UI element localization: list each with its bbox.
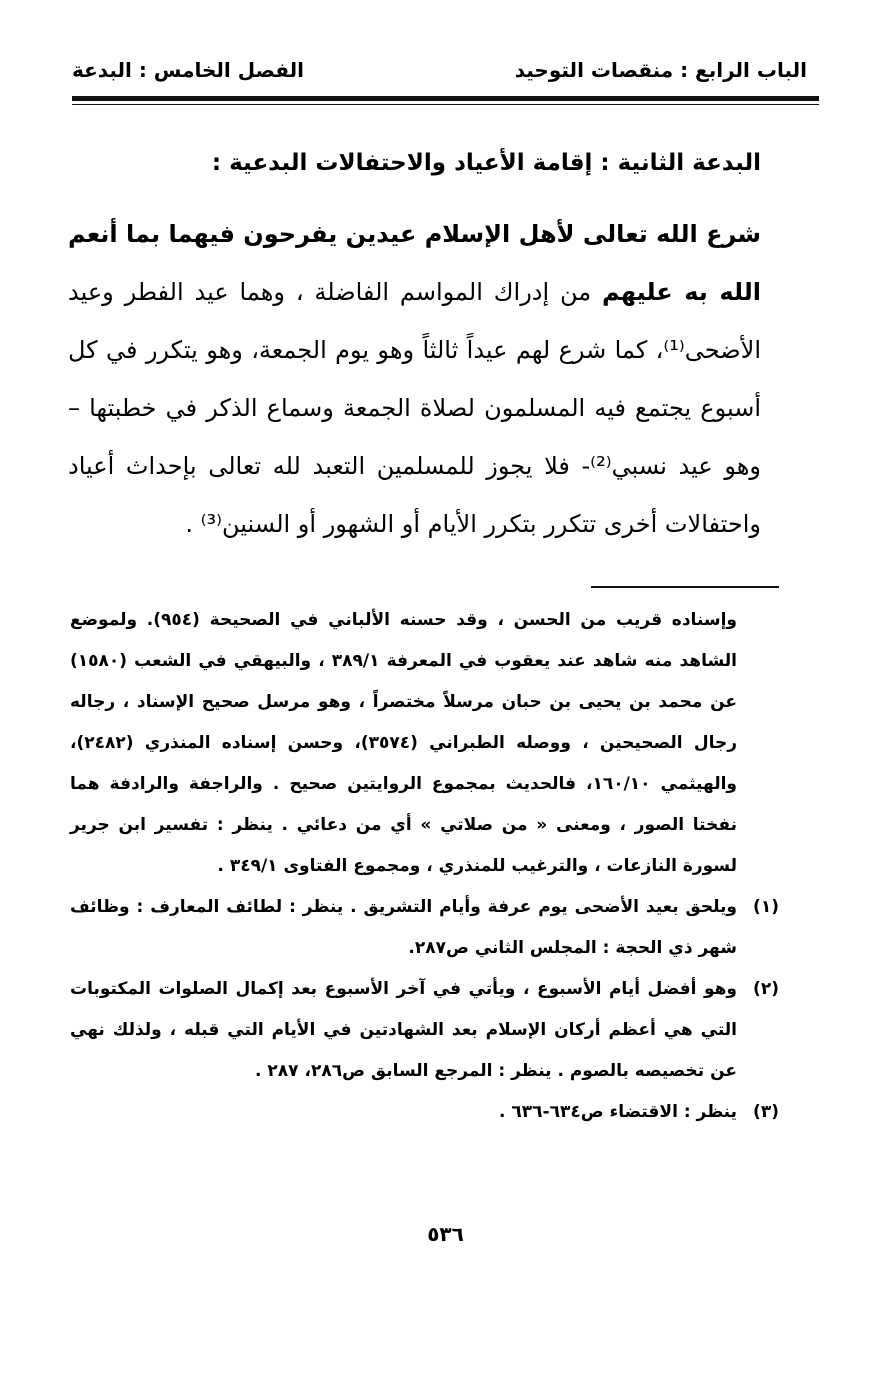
body-paragraph	[68, 205, 761, 553]
section-heading: الفصل الخامس : البدعة	[72, 58, 305, 82]
body-text: من إدراك المواسم الفاضلة ، وهما عيد الفطر وعيد الأضحى⁽¹⁾، كما شرع لهم عيداً ثالثاً وهو يوم الجمعة، وهو يتكرر في كل أسبوع يجتمع فيه المسلمون لصلاة الجمعة وسماع الذكر في خطبتها – وهو عيد نسبي⁽²⁾- فلا يجوز للمسلمين التعبد لله تعالى بإحداث أعياد واحتفالات أخرى تتكرر بتكرر الأيام أو الشهور أو السنين⁽³⁾ .	[68, 278, 761, 538]
footnote-number: (١)	[753, 897, 779, 917]
footnote-item	[70, 887, 779, 969]
page-number: ٥٣٦	[427, 1222, 464, 1246]
header-rule-thick	[72, 96, 819, 101]
footnote-continuation: وإسناده قريب من الحسن ، وقد حسنه الألباني في الصحيحة (٩٥٤). ولموضع الشاهد منه شاهد عند يعقوب في المعرفة ٣٨٩/١ ، والبيهقي في الشعب (١٥٨٠) عن محمد بن يحيى بن حبان مرسلاً مختصراً ، وهو مرسل صحيح الإسناد ، رجاله رجال الصحيحين ، ووصله الطبراني (٣٥٧٤)، وحسن إسناده المنذري (٢٤٨٢)، والهيثمي ١٦٠/١٠، فالحديث بمجموع الروايتين صحيح . والراجفة والرادفة هما نفختا الصور ، ومعنى « من صلاتي » أي من دعائي . ينظر : تفسير ابن جرير لسورة النازعات ، والترغيب للمنذري ، ومجموع الفتاوى ٣٤٩/١ .	[70, 610, 738, 876]
footnote-text: وهو أفضل أيام الأسبوع ، ويأتي في آخر الأسبوع بعد إكمال الصلوات المكتوبات التي هي أعظم أركان الإسلام بعد الشهادتين في الأيام التي قبله ، ولذلك نهي عن تخصيصه بالصوم . ينظر : المرجع السابق ص٢٨٦، ٢٨٧ .	[70, 979, 737, 1081]
footnotes	[70, 600, 779, 1133]
footnote-number: (٣)	[753, 1102, 779, 1122]
footnote-text: ويلحق بعيد الأضحى يوم عرفة وأيام التشريق . ينظر : لطائف المعارف : وظائف شهر ذي الحجة : المجلس الثاني ص٢٨٧.	[70, 897, 737, 958]
footnote-item	[70, 1092, 779, 1133]
chapter-heading: الباب الرابع : منقصات التوحيد	[514, 58, 807, 82]
footnote-item	[70, 969, 779, 1092]
footnote-text: ينظر : الاقتضاء ص٦٣٤-٦٣٦ .	[499, 1102, 737, 1122]
header-rule-thin	[72, 104, 819, 105]
footnote-number: (٢)	[753, 979, 779, 999]
footnote-separator	[591, 586, 779, 588]
section-title: البدعة الثانية : إقامة الأعياد والاحتفالات البدعية :	[211, 150, 761, 176]
body-lead: شرع الله تعالى لأهل الإسلام عيدين يفرحون فيهما بما أنعم الله به عليهم	[68, 220, 761, 306]
